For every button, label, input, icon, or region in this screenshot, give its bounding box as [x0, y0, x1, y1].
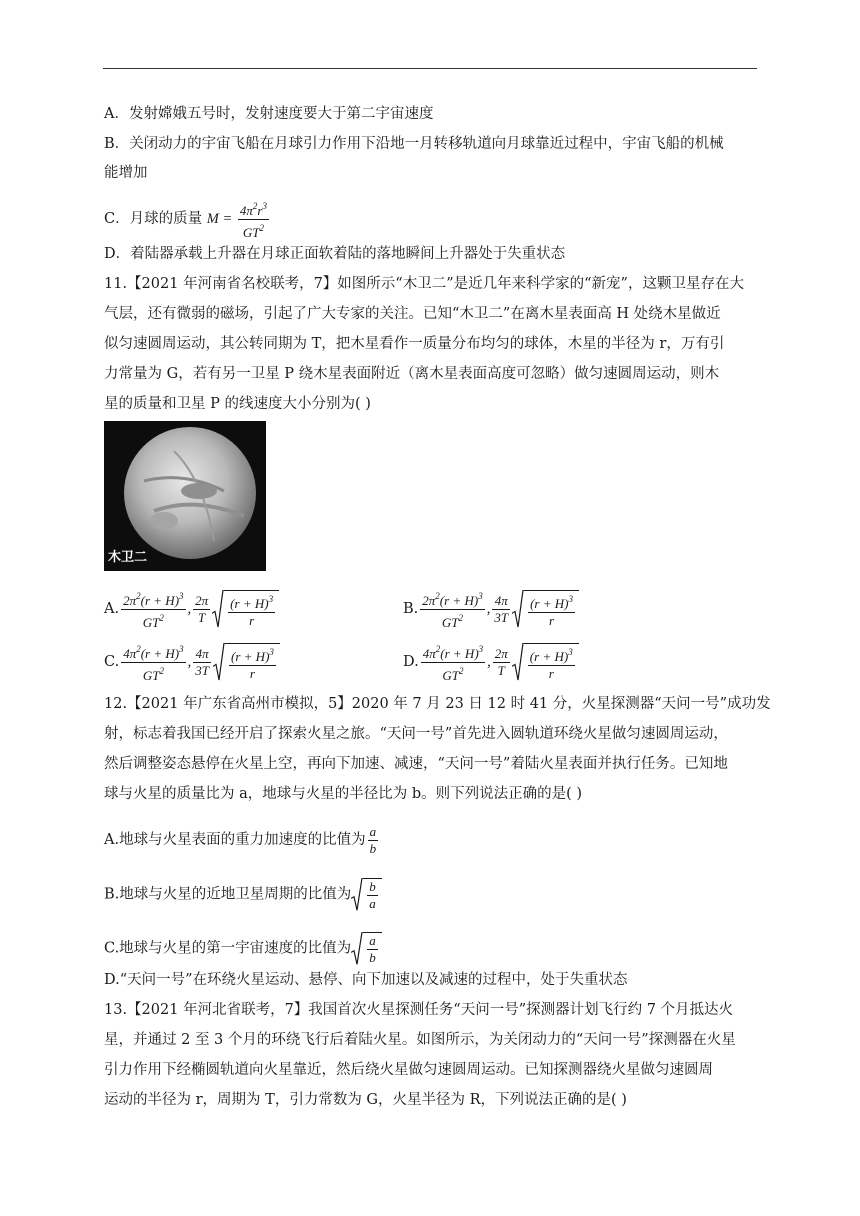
q13-line1: 13.【2021 年河北省联考，7】我国首次火星探测任务“天问一号”探测器计划飞行约 7 个月抵达火: [104, 1002, 734, 1018]
q12-option-c: C.地球与火星的第一宇宙速度的比值为 $\frac{a}{b}$: [104, 932, 382, 966]
mass-formula: M = $\frac{4\pi^2r^3}{GT^2}$: [207, 211, 271, 227]
q13-line2: 星，并通过 2 至 3 个月的环绕飞行后着陆火星。如图所示，为关闭动力的“天问一号”探测器在火星: [104, 1032, 736, 1048]
q12-option-a: A.地球与火星表面的重力加速度的比值为 $\frac{a}{b}$: [104, 824, 377, 856]
q12-line2: 射，标志着我国已经开启了探索火星之旅。“天问一号”首先进入圆轨道环绕火星做匀速圆周运动，: [104, 726, 728, 742]
q12-option-b: B.地球与火星的近地卫星周期的比值为 $\frac{b}{a}$: [104, 878, 382, 912]
q12-option-d: D.“天问一号”在环绕火星运动、悬停、向下加速以及减速的过程中，处于失重状态: [104, 972, 628, 988]
q11-line5: 星的质量和卫星 P 的线速度大小分别为( ): [104, 396, 371, 412]
q10-option-c-label: C．月球的质量: [104, 210, 203, 227]
q10-option-d: D．着陆器承载上升器在月球正面软着陆的落地瞬间上升器处于失重状态: [104, 246, 566, 262]
q12-line1: 12.【2021 年广东省高州市模拟，5】2020 年 7 月 23 日 12 时 41 分，火星探测器“天问一号”成功发: [104, 696, 771, 712]
q11-option-c: C. $\frac{4\pi^2(r + H)^3}{GT^2}$ , $\frac{4\pi}{3T}$ $\frac{(r + H)^3}{r}$: [104, 641, 280, 684]
q11-line2: 气层，还有微弱的磁场，引起了广大专家的关注。已知“木卫二”在离木星表面高 H 处绕木星做近: [104, 306, 721, 322]
header-rule: [103, 68, 757, 69]
europa-image-label: 木卫二: [108, 550, 148, 565]
q10-option-b-line1: B．关闭动力的宇宙飞船在月球引力作用下沿地一月转移轨道向月球靠近过程中，宇宙飞船的机械: [104, 136, 724, 152]
q10-option-c: [104, 198, 271, 241]
q12-line4: 球与火星的质量比为 a，地球与火星的半径比为 b。则下列说法正确的是( ): [104, 786, 583, 802]
q12-line3: 然后调整姿态悬停在火星上空，再向下加速、减速，“天问一号”着陆火星表面并执行任务。已知地: [104, 756, 728, 772]
q13-line3: 引力作用下经椭圆轨道向火星靠近，然后绕火星做匀速圆周运动。已知探测器绕火星做匀速圆周: [104, 1062, 713, 1078]
q11-option-b: B. $\frac{2\pi^2(r + H)^3}{GT^2}$ , $\frac{4\pi}{3T}$ $\frac{(r + H)^3}{r}$: [403, 588, 579, 631]
q10-option-b-line2: 能增加: [104, 165, 148, 181]
q10-option-a: A．发射嫦娥五号时，发射速度要大于第二宇宙速度: [104, 106, 434, 122]
q11-line3: 似匀速圆周运动，其公转同期为 T，把木星看作一质量分布均匀的球体，木星的半径为 r，万有引: [104, 336, 725, 352]
europa-image: [104, 421, 266, 571]
q11-option-d: D. $\frac{4\pi^2(r + H)^3}{GT^2}$ , $\frac{2\pi}{T}$ $\frac{(r + H)^3}{r}$: [403, 641, 579, 684]
q11-line1: 11.【2021 年河南省名校联考，7】如图所示“木卫二”是近几年来科学家的“新宠”，这颗卫星存在大: [104, 276, 744, 292]
q11-line4: 力常量为 G，若有另一卫星 P 绕木星表面附近（离木星表面高度可忽略）做匀速圆周运动，则木: [104, 366, 720, 382]
q11-option-a: A. $\frac{2\pi^2(r + H)^3}{GT^2}$ , $\frac{2\pi}{T}$ $\frac{(r + H)^3}{r}$: [104, 588, 279, 631]
q13-line4: 运动的半径为 r，周期为 T，引力常数为 G，火星半径为 R，下列说法正确的是( ): [104, 1092, 627, 1108]
